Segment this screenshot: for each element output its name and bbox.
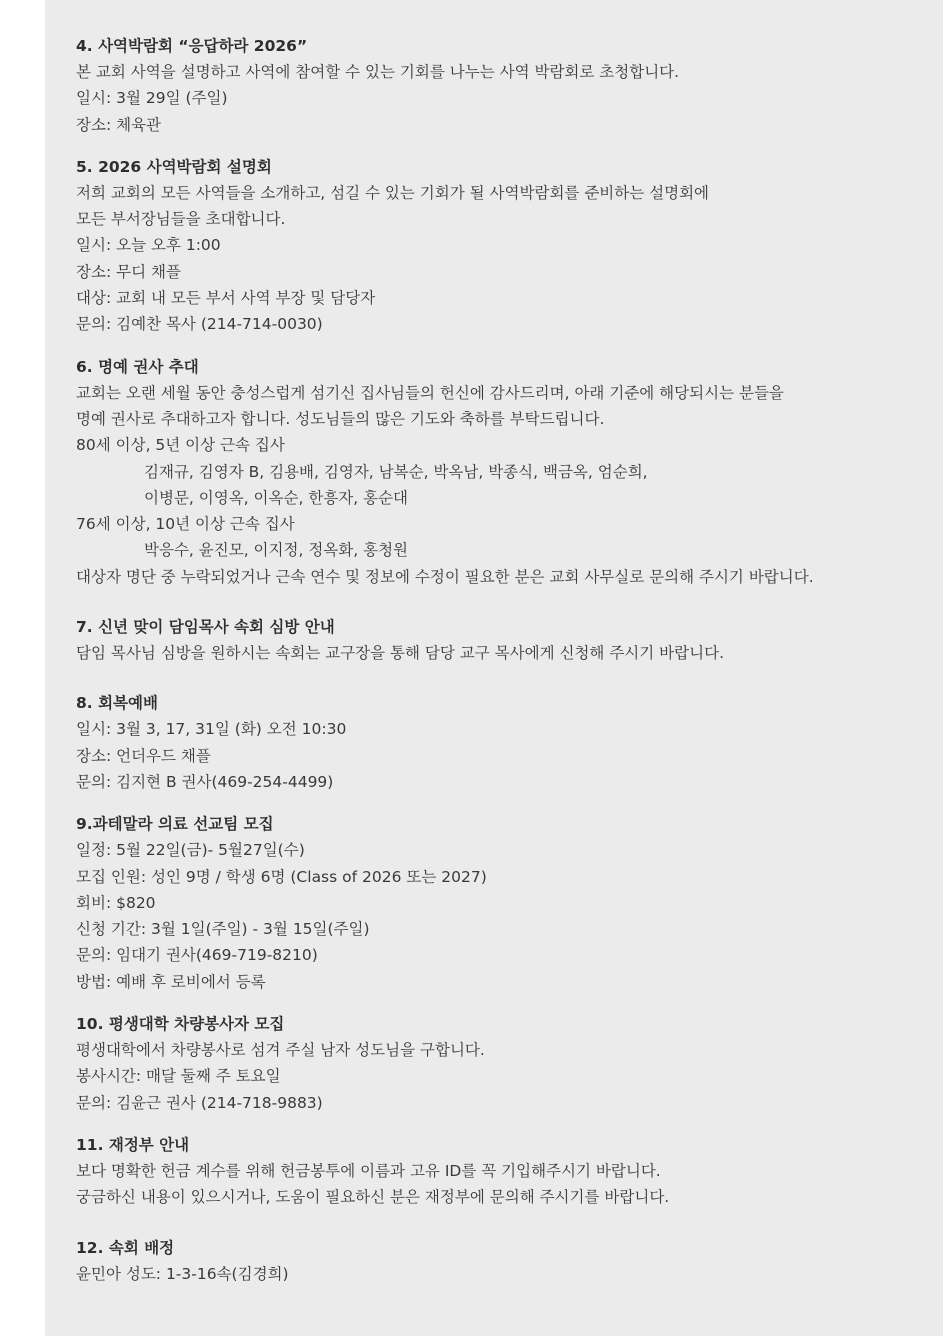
section-line: 모든 부서장님들을 초대합니다. — [76, 210, 286, 229]
section-heading: 4. 사역박람회 “응답하라 2026” — [76, 37, 308, 55]
announcement-ministry-fair — [76, 33, 943, 138]
section-line: 신청 기간: 3월 1일(주일) - 3월 15일(주일) — [76, 920, 370, 939]
name-list-line: 박응수, 윤진모, 이지정, 정옥화, 홍청원 — [144, 541, 409, 560]
section-line: 보다 명확한 헌금 계수를 위해 헌금봉투에 이름과 고유 ID를 꼭 기입해주시기 바랍니다. — [76, 1161, 661, 1180]
criteria-line: 76세 이상, 10년 이상 근속 집사 — [76, 515, 295, 534]
section-line: 윤민아 성도: 1-3-16속(김경희) — [76, 1264, 289, 1283]
criteria-line: 80세 이상, 5년 이상 근속 집사 — [76, 436, 285, 455]
announcement-cell-assignment — [76, 1235, 943, 1287]
section-line: 모집 인원: 성인 9명 / 학생 6명 (Class of 2026 또는 2027) — [76, 867, 487, 886]
section-line: 평생대학에서 차량봉사로 섬겨 주실 남자 성도님을 구합니다. — [76, 1041, 485, 1060]
announcement-driver-volunteers — [76, 1011, 943, 1116]
section-line: 문의: 임대기 권사(469-719-8210) — [76, 946, 318, 965]
section-heading: 11. 재정부 안내 — [76, 1135, 190, 1154]
section-line: 일시: 3월 3, 17, 31일 (화) 오전 10:30 — [76, 720, 347, 739]
section-line: 대상자 명단 중 누락되었거나 근속 연수 및 정보에 수정이 필요한 분은 교회 사무실로 문의해 주시기 바랍니다. — [76, 567, 814, 586]
announcement-honorary-deaconess — [76, 354, 943, 590]
section-line: 명예 권사로 추대하고자 합니다. 성도님들의 많은 기도와 축하를 부탁드립니다. — [76, 409, 605, 428]
section-line: 장소: 체육관 — [76, 115, 162, 134]
name-list-line: 이병문, 이영옥, 이옥순, 한흥자, 홍순대 — [144, 488, 409, 507]
section-heading: 12. 속회 배정 — [76, 1238, 175, 1257]
announcement-finance — [76, 1132, 943, 1211]
section-line: 문의: 김지현 B 권사(469-254-4499) — [76, 772, 334, 791]
section-line: 문의: 김예찬 목사 (214-714-0030) — [76, 315, 323, 334]
section-line: 문의: 김윤근 권사 (214-718-9883) — [76, 1093, 323, 1112]
announcement-ministry-fair-briefing — [76, 154, 943, 338]
section-line: 담임 목사님 심방을 원하시는 속회는 교구장을 통해 담당 교구 목사에게 신청해 주시기 바랍니다. — [76, 644, 725, 663]
announcement-recovery-worship — [76, 690, 943, 795]
section-line: 회비: $820 — [76, 893, 156, 912]
section-line: 장소: 언더우드 채플 — [76, 746, 211, 765]
section-line: 궁금하신 내용이 있으시거나, 도움이 필요하신 분은 재정부에 문의해 주시기를 바랍니다. — [76, 1188, 670, 1207]
section-line: 교회는 오랜 세월 동안 충성스럽게 섬기신 집사님들의 헌신에 감사드리며, 아래 기준에 해당되시는 분들을 — [76, 383, 784, 402]
announcement-guatemala-mission — [76, 811, 943, 995]
section-line: 장소: 무디 채플 — [76, 262, 181, 281]
section-heading: 6. 명예 권사 추대 — [76, 357, 199, 376]
section-line: 대상: 교회 내 모든 부서 사역 부장 및 담당자 — [76, 289, 376, 308]
section-heading: 10. 평생대학 차량봉사자 모집 — [76, 1015, 285, 1034]
section-line: 일시: 3월 29일 (주일) — [76, 89, 228, 108]
section-line: 봉사시간: 매달 둘째 주 토요일 — [76, 1067, 281, 1086]
section-line: 저희 교회의 모든 사역들을 소개하고, 섬길 수 있는 기회가 될 사역박람회를 준비하는 설명회에 — [76, 183, 710, 202]
section-heading: 8. 회복예배 — [76, 694, 158, 713]
section-line: 방법: 예배 후 로비에서 등록 — [76, 972, 266, 991]
announcements-panel — [45, 0, 943, 1336]
name-list-line: 김재규, 김영자 B, 김용배, 김영자, 남복순, 박옥남, 박종식, 백금옥, 엄순희, — [144, 462, 648, 481]
section-line: 본 교회 사역을 설명하고 사역에 참여할 수 있는 기회를 나누는 사역 박람회로 초청합니다. — [76, 63, 680, 81]
section-heading: 5. 2026 사역박람회 설명회 — [76, 157, 272, 176]
section-line: 일시: 오늘 오후 1:00 — [76, 236, 221, 255]
section-line: 일정: 5월 22일(금)- 5월27일(수) — [76, 841, 305, 860]
section-heading: 9.과테말라 의료 선교팀 모집 — [76, 815, 274, 834]
announcement-pastoral-visit — [76, 614, 943, 666]
section-heading: 7. 신년 맞이 담임목사 속회 심방 안내 — [76, 618, 335, 637]
